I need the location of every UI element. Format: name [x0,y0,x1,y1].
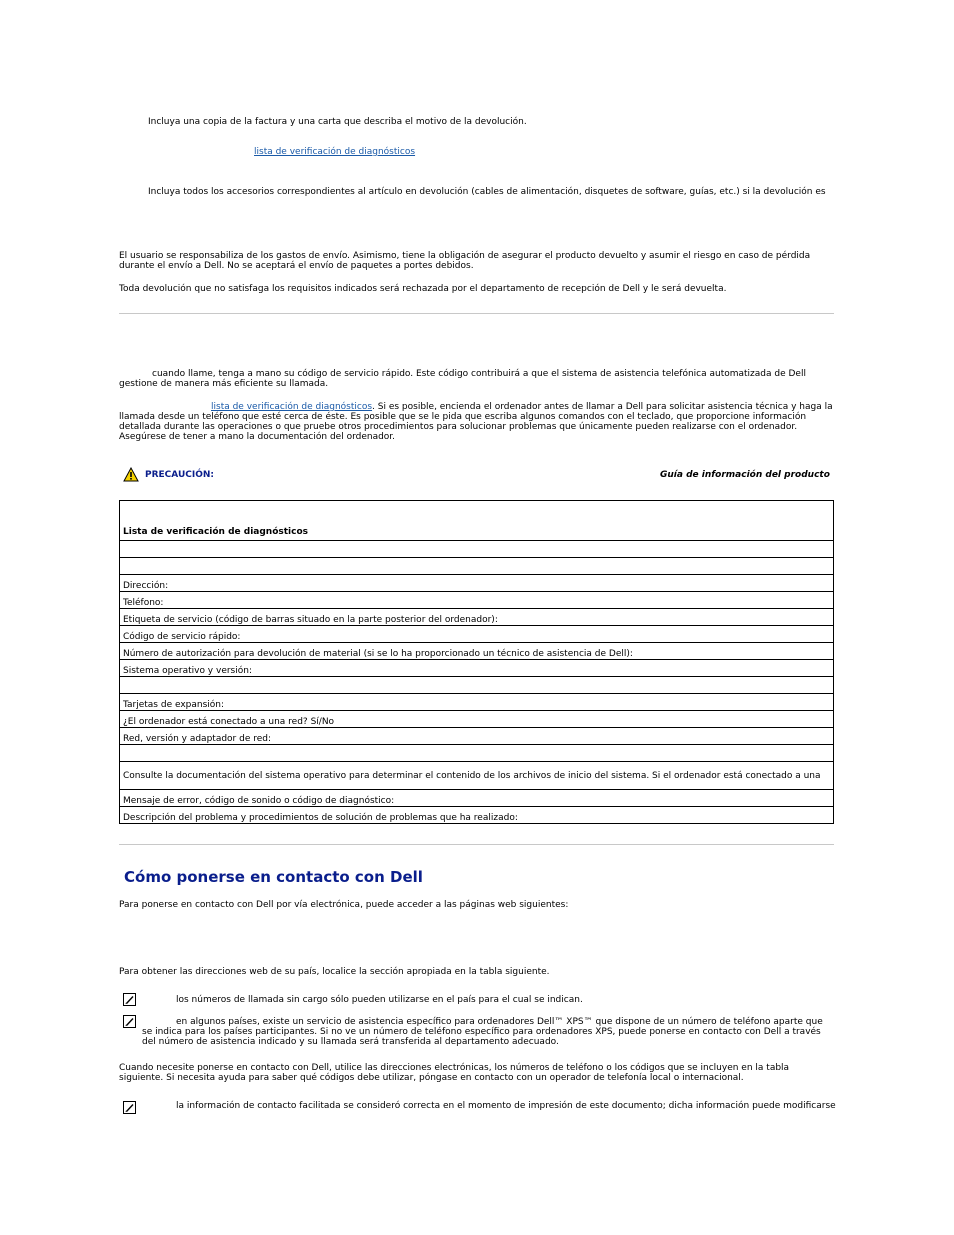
table-row [120,558,834,575]
table-row [120,660,834,677]
locate-section-text: Para obtener las direcciones web de su país, localice la sección apropiada en la tabla siguiente. [119,967,550,977]
table-row [120,711,834,728]
contact-dell-heading: Cómo ponerse en contacto con Dell [124,868,423,886]
note-icon [123,993,136,1006]
note-icon-3 [123,1101,136,1114]
contact-codes-text: Cuando necesite ponerse en contacto con Dell, utilice las direcciones electrónicas, los números de teléfono o los códigos que se incluyen en la tabla siguiente. Si necesita ayuda para saber qué códigos debe utilizar, póngase en contacto con un operador de telefonía local o internacional. [119,1063,790,1083]
table-row [120,677,834,694]
table-row [120,575,834,592]
product-information-guide-title: Guía de información del producto [660,470,830,480]
table-row [120,609,834,626]
table-cell: Código de servicio rápido: [120,626,834,643]
table-cell: Etiqueta de servicio (código de barras situado en la parte posterior del ordenador): [120,609,834,626]
table-row [120,745,834,762]
rejection-text: Toda devolución que no satisfaga los requisitos indicados será rechazada por el departamento de recepción de Dell y le será devuelta. [119,284,727,294]
table-cell: Dirección: [120,575,834,592]
diagnostics-checklist-link-2[interactable]: lista de verificación de diagnósticos [211,402,373,412]
section-divider-2 [119,844,834,845]
caution-label: PRECAUCIÓN: [145,470,215,480]
table-cell: Tarjetas de expansión: [120,694,834,711]
table-cell: Teléfono: [120,592,834,609]
table-cell [120,541,834,558]
invoice-step-text: Incluya una copia de la factura y una carta que describa el motivo de la devolución. [148,117,527,127]
table-cell: ¿El ordenador está conectado a una red? Sí/No [120,711,834,728]
checklist-instructions [119,402,834,442]
table-header-row [120,501,834,541]
table-cell: Sistema operativo y versión: [120,660,834,677]
table-cell [120,745,834,762]
table-cell: Número de autorización para devolución de material (si se lo ha proporcionado un técnico de asistencia de Dell): [120,643,834,660]
express-service-code-text: cuando llame, tenga a mano su código de servicio rápido. Este código contribuirá a que el sistema de asistencia telefónica automatizada de Dell gestione de manera más eficiente su llamada. [119,369,806,389]
accessories-step-text: Incluya todos los accesorios correspondientes al artículo en devolución (cables de alimentación, disquetes de software, guías, etc.) si la devolución es [148,187,826,197]
table-row [120,592,834,609]
checklist-table-title: Lista de verificación de diagnósticos [120,501,834,541]
toll-free-note-text: los números de llamada sin cargo sólo pueden utilizarse en el país para el cual se indican. [176,995,583,1005]
table-row [120,728,834,745]
table-row [120,762,834,790]
table-cell: Consulte la documentación del sistema operativo para determinar el contenido de los archivos de inicio del sistema. Si el ordenador está conectado a una [120,762,834,790]
table-cell [120,558,834,575]
checklist-instructions-text: . Si es posible, encienda el ordenador antes de llamar a Dell para solicitar asistencia técnica y haga la llamada desde un teléfono que esté cerca de éste. Es posible que se le pida que escriba algunos comandos con el teclado, que proporcione información detallada durante las operaciones o que pruebe otros procedimientos para solucionar problemas que únicamente pueden realizarse con el ordenador. Asegúrese de tener a mano la documentación del ordenador. [119,402,833,442]
table-cell: Mensaje de error, código de sonido o código de diagnóstico: [120,790,834,807]
table-row [120,626,834,643]
caution-icon [123,467,139,482]
diagnostics-checklist-link[interactable]: lista de verificación de diagnósticos [254,147,416,157]
table-row [120,790,834,807]
note-icon-2 [123,1015,136,1028]
table-cell [120,677,834,694]
shipping-responsibility-text: El usuario se responsabiliza de los gastos de envío. Asimismo, tiene la obligación de asegurar el producto devuelto y asumir el riesgo en caso de pérdida durante el envío a Dell. No se aceptará el envío de paquetes a portes debidos. [119,251,811,271]
table-row [120,694,834,711]
xps-support-note-text: se indica para los países participantes. Si no ve un número de teléfono específico para ordenadores XPS, puede ponerse en contacto con Dell a través del número de asistencia indicado y su llamada será transferida al departamento adecuado. [142,1027,821,1047]
table-row [120,541,834,558]
table-cell: Descripción del problema y procedimientos de solución de problemas que ha realizado: [120,807,834,824]
section-divider [119,313,834,314]
table-row [120,807,834,824]
xps-support-note-line1: en algunos países, existe un servicio de asistencia específico para ordenadores Dell™ XPS™ que dispone de un número de teléfono aparte que [176,1017,823,1027]
contact-info-accuracy-note: la información de contacto facilitada se consideró correcta en el momento de impresión de este documento; dicha información puede modificarse [176,1101,836,1111]
diagnostics-checklist-table [119,500,834,824]
table-row [120,643,834,660]
contact-intro-text: Para ponerse en contacto con Dell por vía electrónica, puede acceder a las páginas web siguientes: [119,900,569,910]
table-cell: Red, versión y adaptador de red: [120,728,834,745]
